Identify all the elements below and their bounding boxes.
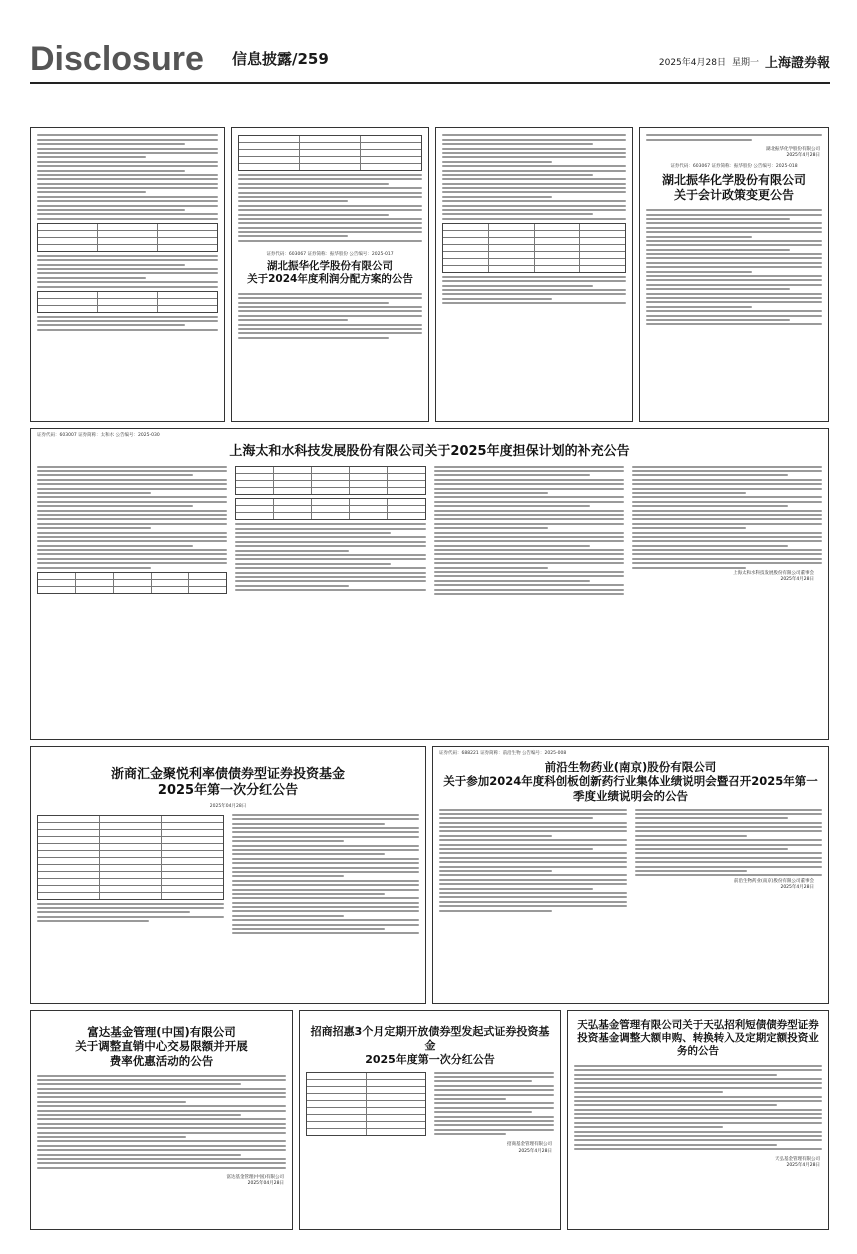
issue-weekday: 星期一: [731, 58, 759, 68]
announcement-fund-dividend-2: [299, 1010, 561, 1230]
announcement-fee-discount: [30, 1010, 293, 1230]
announcement-guarantee-plan: [30, 428, 829, 740]
announcement-title: 天弘基金管理有限公司关于天弘招利短债债券型证券投资基金调整大额申购、转换转入及定期定额投资业务的公告: [577, 1019, 819, 1058]
announcement-title: 富达基金管理(中国)有限公司 关于调整直销中心交易限额并开展 费率优惠活动的公告: [75, 1025, 248, 1068]
announcement-title: 上海太和水科技发展股份有限公司关于2025年度担保计划的补充公告: [229, 444, 630, 459]
signature-block: 上海太和水科技发展股份有限公司董事会 2025年4月28日: [733, 571, 814, 583]
masthead-rule: [30, 82, 830, 84]
announcement-meta: 证券代码：688221 证券简称：前沿生物 公告编号：2025-008: [439, 751, 567, 756]
announcement-date: 2025年04月28日: [209, 803, 247, 809]
announcement-title: 前沿生物药业(南京)股份有限公司 关于参加2024年度科创板创新药行业集体业绩说明会暨召开2025年第一季度业绩说明会的公告: [443, 760, 818, 803]
announcement-title: 浙商汇金聚悦利率债债券型证券投资基金 2025年第一次分红公告: [110, 767, 345, 799]
announcement-meta: 证券代码：603007 证券简称：太和水 公告编号：2025-030: [37, 433, 160, 438]
announcement-continued-middle: [435, 127, 633, 422]
issue-date: 2025年4月28日: [658, 58, 726, 68]
masthead-dateline: [659, 52, 830, 71]
announcement-continued-left: [30, 127, 225, 422]
announcement-profit-distribution: [231, 127, 429, 422]
announcement-earnings-briefing: [432, 746, 829, 1004]
announcement-meta: 证券代码：603067 证券简称：振华股份 公告编号：2025-018: [670, 163, 798, 169]
announcement-title: 招商招惠3个月定期开放债券型发起式证券投资基金 2025年度第一次分红公告: [310, 1025, 550, 1066]
announcement-fund-dividend: [30, 746, 426, 1004]
section-title: 信息披露/259: [232, 50, 329, 68]
signature-block: 湖北振华化学股份有限公司 2025年4月28日: [766, 147, 820, 159]
signature-block: 天弘基金管理有限公司 2025年4月28日: [775, 1156, 820, 1168]
masthead: [30, 38, 830, 84]
signature-block: 前沿生物药业(南京)股份有限公司董事会 2025年4月28日: [733, 878, 814, 891]
newspaper-name: 上海證券報: [764, 56, 830, 71]
signature-block: 富达基金管理(中国)有限公司 2025年04月28日: [226, 1175, 284, 1187]
announcement-title: 湖北振华化学股份有限公司 关于会计政策变更公告: [661, 172, 806, 202]
announcement-meta: 证券代码：603067 证券简称：振华股份 公告编号：2025-017: [266, 252, 394, 258]
announcement-policy-change: [639, 127, 829, 422]
masthead-wordmark: Disclosure: [30, 40, 204, 78]
announcement-title: 湖北振华化学股份有限公司 关于2024年度利润分配方案的公告: [247, 260, 413, 286]
signature-block: 招商基金管理有限公司 2025年4月28日: [507, 1142, 552, 1154]
announcement-purchase-limit: [567, 1010, 829, 1230]
